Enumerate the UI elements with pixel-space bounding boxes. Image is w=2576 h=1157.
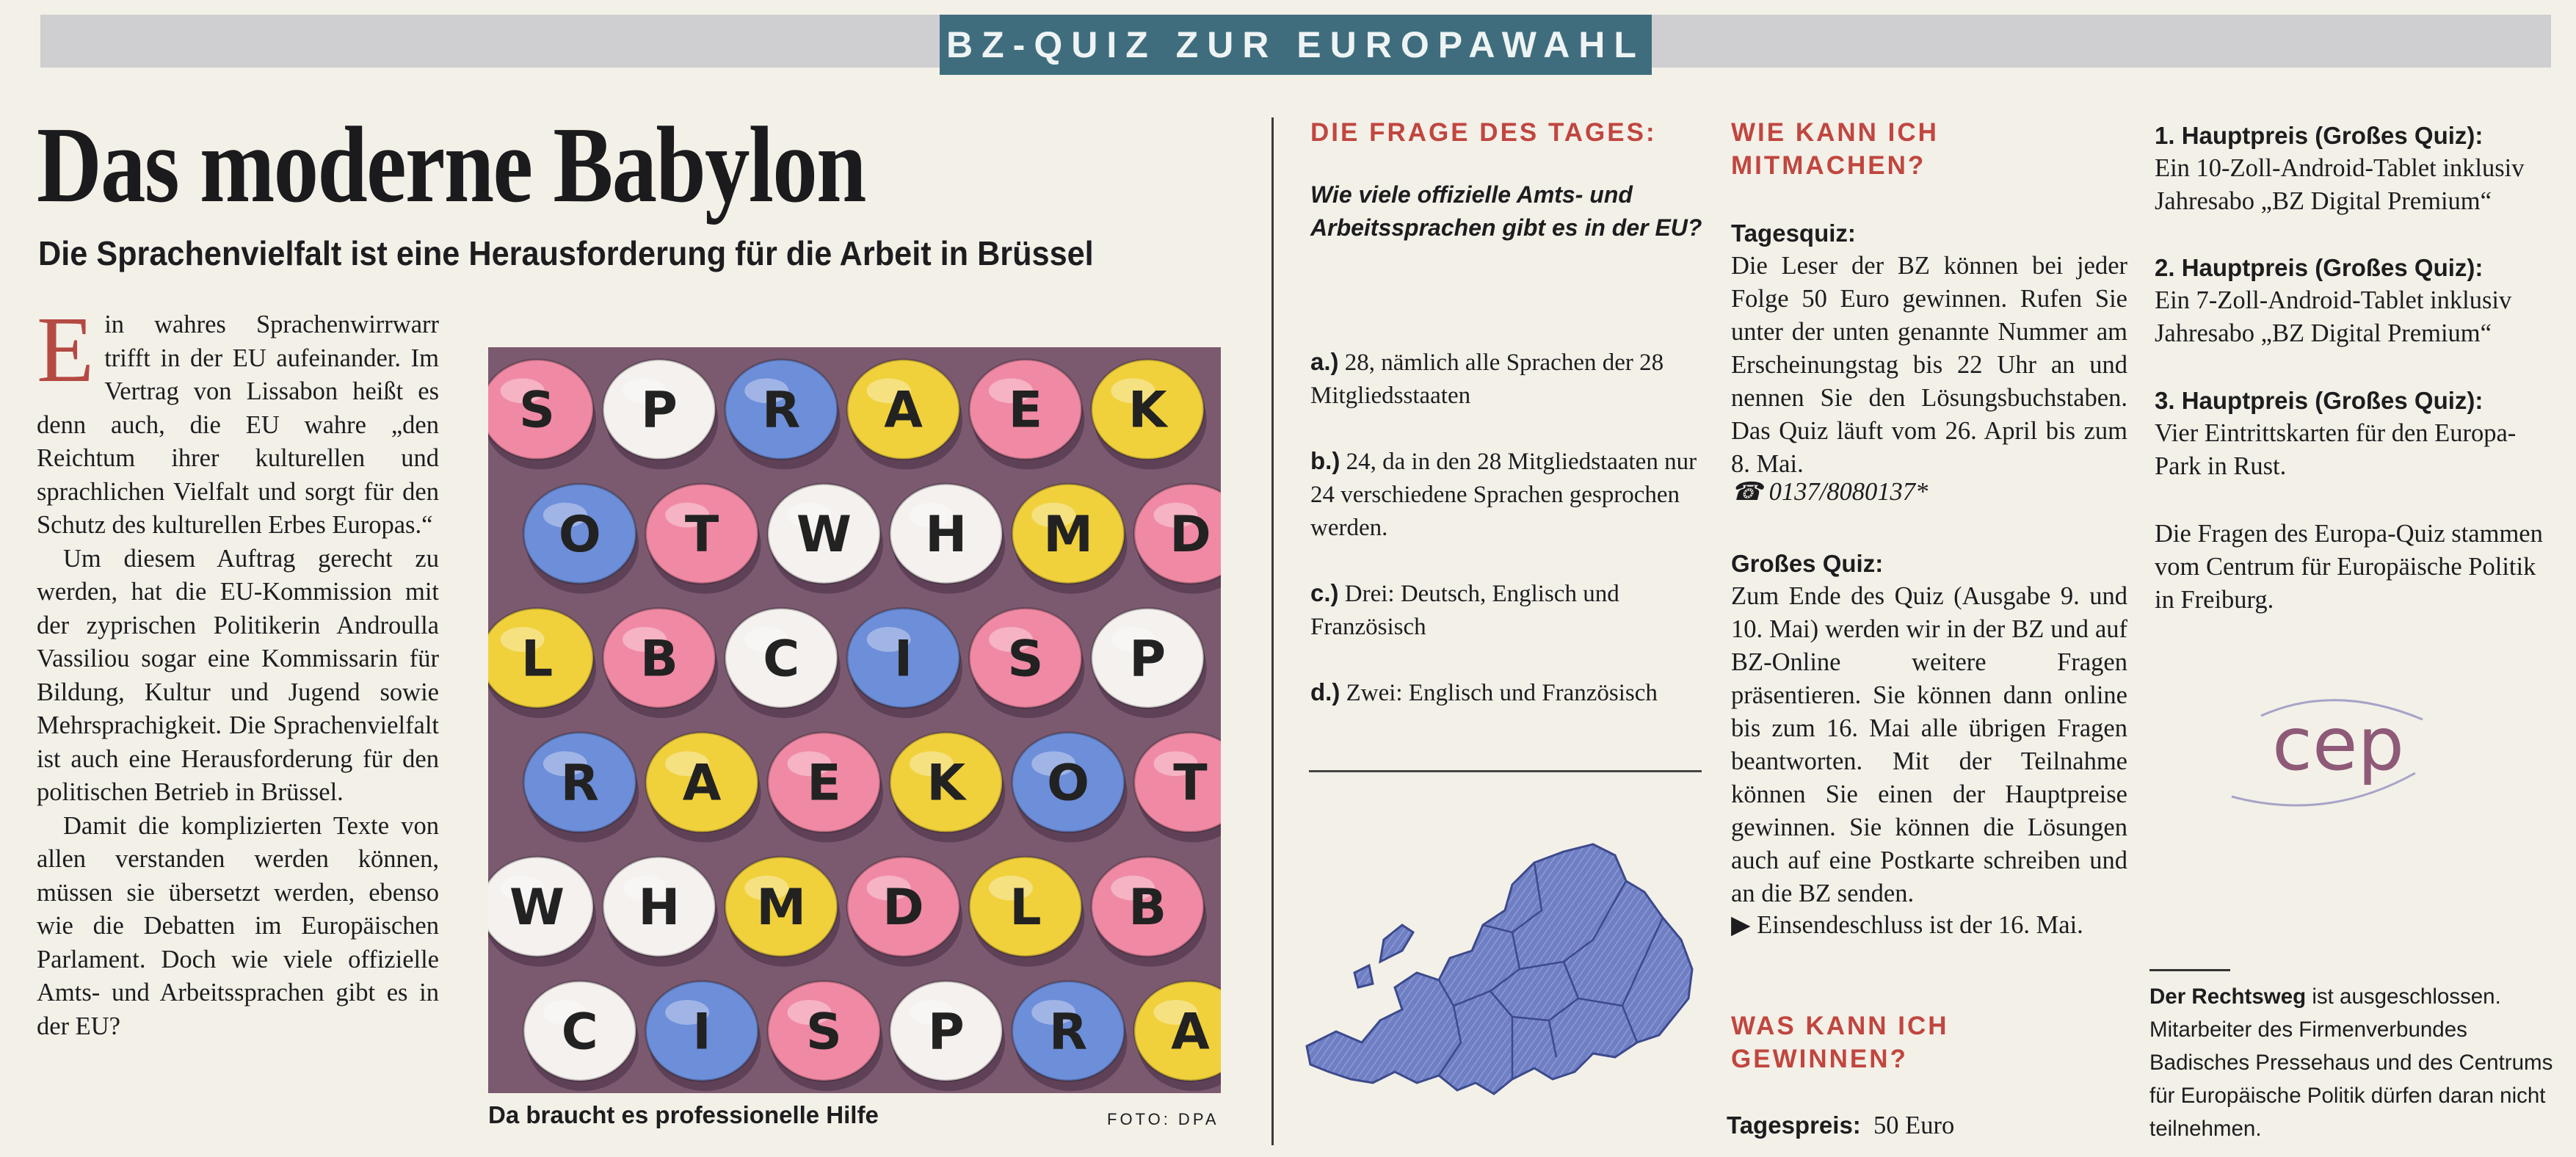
letter-bead — [488, 609, 596, 718]
bead-letter: S — [805, 1003, 842, 1062]
bead-letter: W — [509, 879, 565, 937]
bead-letter: L — [1009, 879, 1042, 937]
phone-number: 0137/8080137* — [1768, 478, 1929, 506]
bead-letter: A — [1171, 1003, 1210, 1062]
bead-letter: T — [684, 506, 719, 564]
photo-background — [488, 347, 1221, 1093]
legal-bold: Der Rechtsweg — [2149, 984, 2307, 1009]
bead-letter: T — [1173, 754, 1208, 813]
arrow-right-icon: ▶ — [1731, 911, 1751, 939]
answer-text: 28, nämlich alle Sprachen der 28 Mitgliedsstaaten — [1310, 349, 1664, 409]
bead-letter: M — [1043, 506, 1093, 564]
bead-letter: I — [692, 1003, 711, 1062]
question-divider — [1309, 770, 1702, 772]
prize-3-title: 3. Hauptpreis (Großes Quiz): — [2155, 387, 2484, 414]
bead-letter: E — [1008, 381, 1043, 440]
subheadline: Die Sprachenvielfalt ist eine Herausforderung für die Arbeit in Brüssel — [38, 234, 1094, 272]
article-paragraph-2: Um diesem Auftrag gerecht zu werden, hat die EU-Kommission mit der zyprischen Politikerin Androulla Vassiliou sogar eine Kommissarin für Bildung, Kultur und Jugend sowie Mehrsprachigkeit. Die Sprachenvielfalt ist auch eine Herausforderung für den politischen Betrieb in Brüssel. — [37, 544, 439, 806]
phone-line — [1731, 477, 1928, 507]
daily-quiz-heading: Tagesquiz: — [1731, 220, 1856, 247]
big-quiz-heading: Großes Quiz: — [1731, 550, 1884, 577]
phone-icon: ☎ — [1731, 478, 1763, 506]
question-text: Wie viele offizielle Amts- und Arbeitssprachen gibt es in der EU? — [1310, 181, 1702, 241]
bead-letter: M — [756, 879, 807, 937]
article-paragraph-3: Damit die komplizierten Texte von allen verstanden werden können, müssen sie übersetzt werden, ebenso wie die Debatten im Europäischen Parlament. Doch wie viele offizielle Amts- und Arbeitssprachen gibt es in der EU? — [37, 811, 439, 1040]
bead-letter: A — [682, 754, 722, 813]
prize-2-title: 2. Hauptpreis (Großes Quiz): — [2155, 254, 2484, 281]
daily-prize-value: 50 Euro — [1873, 1111, 1955, 1139]
deadline-line — [1731, 910, 2083, 940]
answer-text: 24, da in den 28 Mitgliedstaaten nur 24 verschiedene Sprachen gesprochen werden. — [1310, 449, 1697, 541]
drop-cap: E — [37, 297, 95, 402]
answer-label: c.) — [1310, 579, 1339, 606]
answer-label: b.) — [1310, 447, 1340, 474]
bead-letter: D — [1169, 506, 1211, 564]
daily-prize-label: Tagespreis: — [1727, 1111, 1861, 1139]
bead-letter: S — [519, 381, 556, 440]
answer-d — [1310, 675, 1714, 710]
bead-letter: R — [1048, 1003, 1088, 1062]
big-quiz-text: Zum Ende des Quiz (Ausgabe 9. und 10. Mai) werden wir in der BZ und auf BZ-Online weitere Fragen präsentieren. Sie können dann online bis zum 16. Mai alle übrigen Fragen beantworten. Mit der Teilnahme können Sie einen der Hauptpreise gewinnen. Sie können die Lösungen auch auf eine Postkarte schreiben und an die BZ senden. — [1731, 582, 2127, 907]
bead-letter: H — [925, 506, 968, 564]
bead-letter: P — [927, 1003, 965, 1062]
bead-letter: B — [639, 630, 678, 689]
bead-letter: K — [1128, 381, 1167, 440]
quiz-origin-note: Die Fragen des Europa-Quiz stammen vom Centrum für Europäische Politik in Freiburg. — [2155, 520, 2543, 614]
legal-text: ist ausgeschlossen. Mitarbeiter des Firmenverbundes Badisches Pressehaus und des Centrums für Europäische Politik dürfen daran nicht teilnehmen. — [2149, 984, 2553, 1141]
photo-caption: Da braucht es professionelle Hilfe — [488, 1101, 879, 1128]
participation-heading: WIE KANN ICH MITMACHEN? — [1731, 118, 1939, 180]
cep-logo-icon — [2217, 686, 2452, 811]
column-divider — [1271, 117, 1274, 1145]
answer-label: d.) — [1310, 678, 1340, 706]
bead-letter: R — [762, 381, 801, 440]
bead-letter: C — [561, 1003, 598, 1062]
bead-letter: O — [1047, 754, 1089, 813]
answer-text: Zwei: Englisch und Französisch — [1346, 680, 1658, 706]
bead-letter: W — [796, 506, 852, 564]
daily-prize — [1727, 1109, 1954, 1142]
bead-letter: P — [1129, 630, 1167, 689]
prize-section-heading: WAS KANN ICH GEWINNEN? — [1731, 1012, 1949, 1073]
bead-letter: I — [893, 630, 913, 689]
letter-bead — [488, 360, 596, 469]
bead-letter: E — [807, 754, 841, 813]
headline: Das moderne Babylon — [37, 105, 866, 225]
bead-letter: D — [882, 879, 924, 937]
article-lead: in wahres Sprachenwirrwarr trifft in der EU aufeinander. Im Vertrag von Lissabon heißt es denn auch, die EU wahre „den Reichtum ihrer kulturellen und sprachlichen Vielfalt und sorgt für den Schutz des kulturellen Erbes Europas.“ — [37, 311, 439, 539]
bead-letter: R — [560, 754, 599, 813]
letter-beads-photo — [488, 347, 1221, 1093]
bead-letter: B — [1128, 879, 1167, 937]
answer-label: a.) — [1310, 348, 1339, 375]
prize-1-title: 1. Hauptpreis (Großes Quiz): — [2155, 122, 2484, 149]
bead-letter: H — [638, 879, 681, 937]
answer-a — [1310, 345, 1714, 413]
bead-letter: O — [558, 506, 601, 564]
answer-text: Drei: Deutsch, Englisch und Französisch — [1310, 581, 1619, 640]
prize-3-text: Vier Eintrittskarten für den Europa-Park in Rust. — [2155, 419, 2517, 480]
article-body — [37, 297, 439, 1043]
cep-logo-text: cep — [2272, 701, 2404, 787]
legal-notice — [2149, 980, 2557, 1145]
bead-letter: C — [763, 630, 800, 689]
letter-bead — [488, 857, 596, 966]
section-banner: BZ-QUIZ ZUR EUROPAWAHL — [940, 15, 1652, 75]
legal-divider — [2149, 969, 2230, 971]
prize-2-text: Ein 7-Zoll-Android-Tablet inklusiv Jahresabo „BZ Digital Premium“ — [2155, 286, 2512, 347]
letter-beads-illustration — [488, 347, 1221, 1093]
photo-credit: FOTO: DPA — [1107, 1110, 1219, 1128]
question-heading: DIE FRAGE DES TAGES: — [1310, 118, 1657, 147]
bead-letter: K — [926, 754, 966, 813]
answer-b — [1310, 444, 1714, 545]
bead-letter: P — [640, 381, 678, 440]
answer-c — [1310, 576, 1714, 644]
bead-letter: S — [1007, 630, 1044, 689]
daily-quiz-text: Die Leser der BZ können bei jeder Folge 50 Euro gewinnen. Rufen Sie unter der unten genannte Nummer am Erscheinungstag bis 22 Uhr an und nennen Sie den Lösungsbuchstaben. Das Quiz läuft vom 26. April bis zum 8. Mai. — [1731, 252, 2127, 478]
bead-letter: A — [884, 381, 923, 440]
deadline-text: Einsendeschluss ist der 16. Mai. — [1757, 911, 2083, 939]
europe-map-icon — [1292, 822, 1707, 1101]
prize-1-text: Ein 10-Zoll-Android-Tablet inklusiv Jahresabo „BZ Digital Premium“ — [2155, 154, 2525, 215]
bead-letter: L — [520, 630, 554, 689]
